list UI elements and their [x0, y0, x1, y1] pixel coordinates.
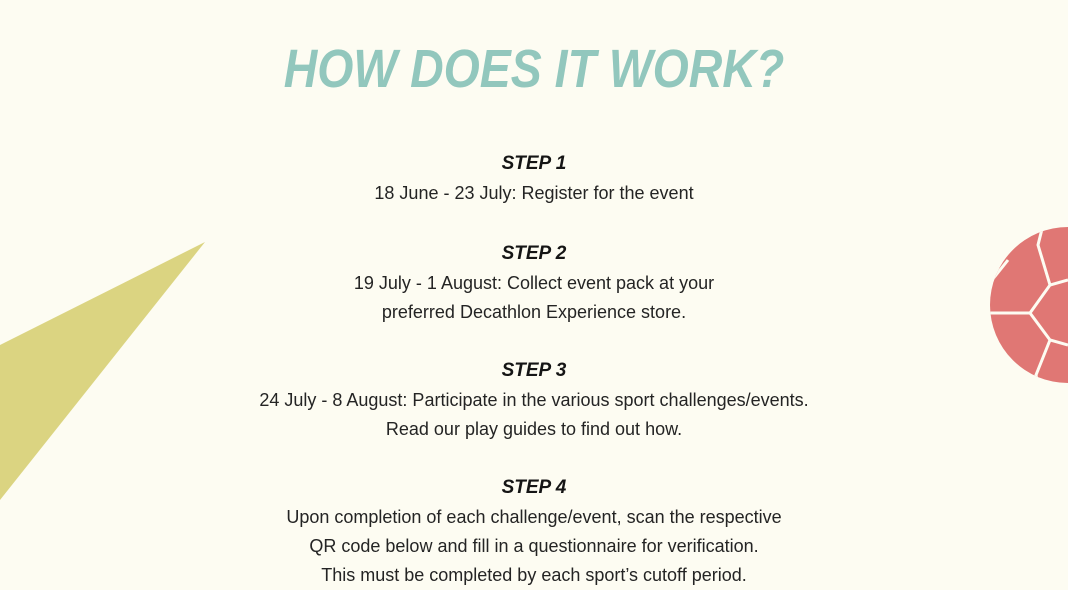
step-3 — [0, 359, 1068, 444]
step-4-line-1: Upon completion of each challenge/event, scan the respective — [286, 507, 782, 527]
step-1-label: STEP 1 — [501, 153, 567, 174]
step-2-label: STEP 2 — [501, 243, 567, 264]
step-2-line-1: 19 July - 1 August: Collect event pack at your — [353, 273, 715, 293]
step-2-line-2: preferred Decathlon Experience store. — [381, 302, 687, 322]
step-4 — [0, 476, 1068, 590]
step-3-label: STEP 3 — [501, 360, 567, 381]
step-4-line-2: QR code below and fill in a questionnaire for verification. — [309, 536, 759, 556]
step-4-line-3: This must be completed by each sport’s cutoff period. — [321, 565, 747, 585]
step-1-line-1: 18 June - 23 July: Register for the event — [374, 183, 694, 203]
step-4-label: STEP 4 — [501, 477, 567, 498]
step-3-line-2: Read our play guides to find out how. — [385, 419, 683, 439]
step-3-line-1: 24 July - 8 August: Participate in the various sport challenges/events. — [259, 390, 809, 410]
step-1 — [0, 152, 1068, 208]
page-title: HOW DOES IT WORK? — [283, 39, 785, 99]
step-2 — [0, 242, 1068, 327]
